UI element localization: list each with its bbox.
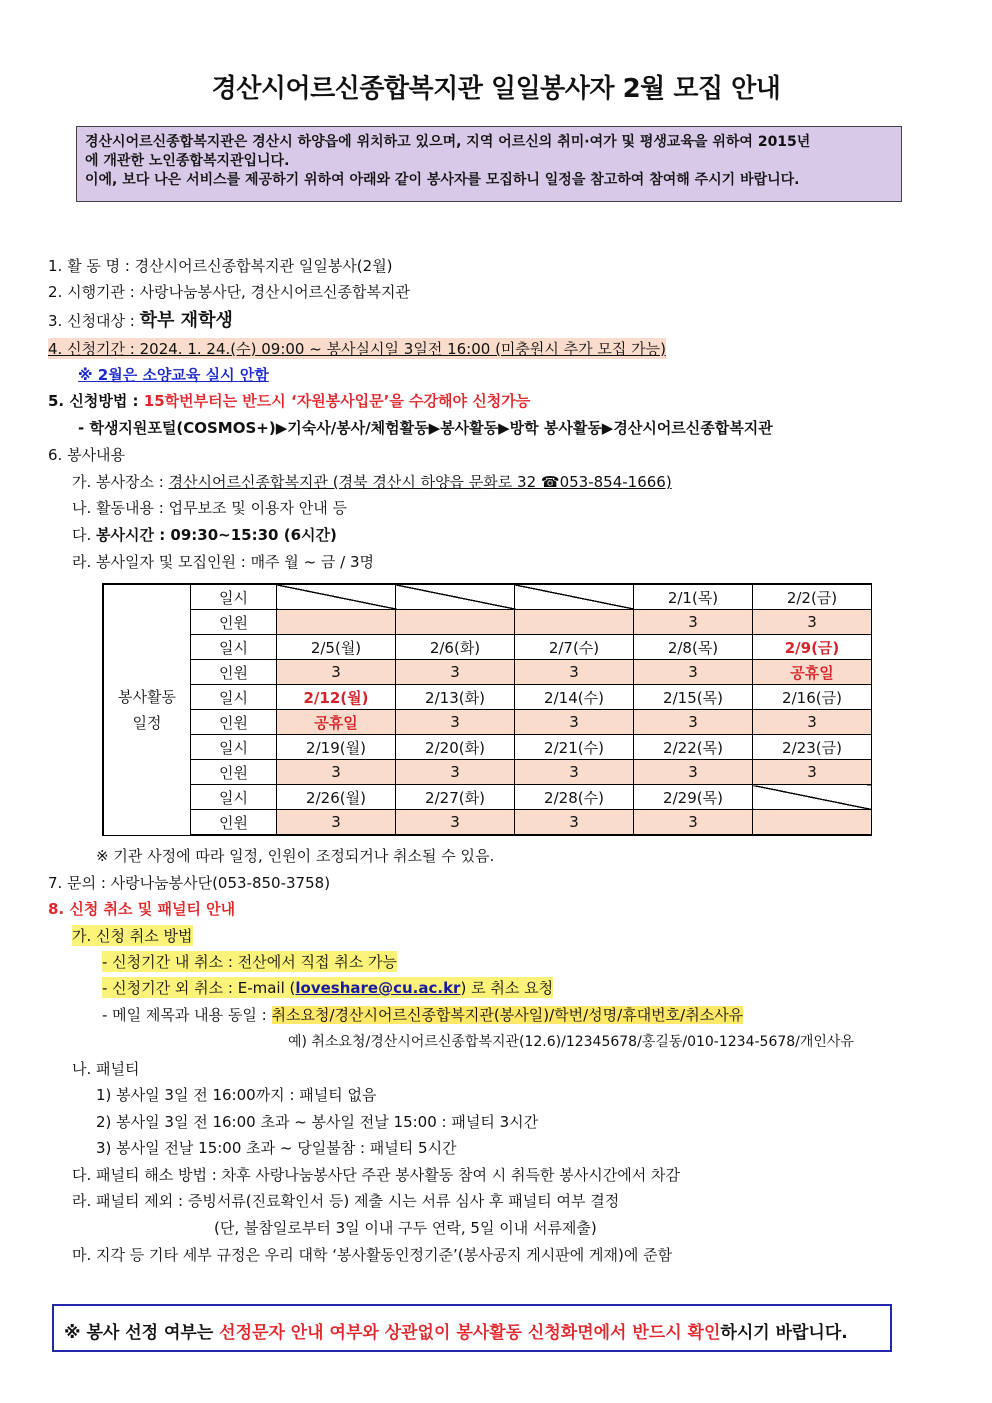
table-row <box>103 785 872 810</box>
schedule-cell: 2/9(금) <box>753 635 872 660</box>
schedule-cell: 3 <box>396 660 515 685</box>
schedule-cell: 2/27(화) <box>396 785 515 810</box>
schedule-cell <box>277 610 396 635</box>
cancel-within-period: - 신청기간 내 취소 : 전산에서 직접 취소 가능 <box>102 953 397 971</box>
schedule-cell: 2/16(금) <box>753 685 872 710</box>
intro-box <box>76 126 902 202</box>
schedule-cell: 공휴일 <box>753 660 872 685</box>
schedule-cell: 2/7(수) <box>515 635 634 660</box>
row-label: 인원 <box>191 610 277 635</box>
item-dates: 라. 봉사일자 및 모집인원 : 매주 월 ~ 금 / 3명 <box>72 553 375 571</box>
item-hours-value: 봉사시간 : 09:30~15:30 (6시간) <box>96 526 337 544</box>
item-period-note: ※ 2월은 소양교육 실시 안함 <box>78 366 269 384</box>
schedule-cell: 3 <box>396 810 515 836</box>
schedule-cell: 2/8(목) <box>634 635 753 660</box>
notice-pre: ※ 봉사 선정 여부는 <box>64 1323 220 1343</box>
item-organizer: 2. 시행기관 : 사랑나눔봉사단, 경산시어르신종합복지관 <box>48 283 410 301</box>
item-place-label: 가. 봉사장소 : <box>72 473 169 491</box>
cancel-outside-pre: - 신청기간 외 취소 : E-mail ( <box>102 979 296 997</box>
cancel-method-heading: 가. 신청 취소 방법 <box>72 927 193 945</box>
item-method-label: 5. 신청방법 : <box>48 392 144 410</box>
table-note: ※ 기관 사정에 따라 일정, 인원이 조정되거나 취소될 수 있음. <box>96 847 495 865</box>
table-row <box>103 735 872 760</box>
schedule-cell <box>396 584 515 610</box>
table-row <box>103 660 872 685</box>
notice-red: 선정문자 안내 여부와 상관없이 봉사활동 신청화면에서 반드시 확인 <box>219 1323 721 1343</box>
intro-line-3: 이에, 보다 나은 서비스를 제공하기 위하여 아래와 같이 봉사자를 모집하니 일정을 참고하여 참여해 주시기 바랍니다. <box>85 172 800 188</box>
schedule-cell <box>396 610 515 635</box>
schedule-cell: 2/13(화) <box>396 685 515 710</box>
schedule-cell: 2/20(화) <box>396 735 515 760</box>
row-label: 일시 <box>191 635 277 660</box>
schedule-cell: 3 <box>634 660 753 685</box>
intro-line-2: 에 개관한 노인종합복지관입니다. <box>85 153 290 169</box>
row-label: 인원 <box>191 760 277 785</box>
notice-post: 하시기 바랍니다. <box>720 1323 848 1343</box>
item-method <box>48 390 530 411</box>
schedule-group-label <box>103 584 191 835</box>
schedule-cell: 3 <box>515 710 634 735</box>
schedule-cell: 3 <box>753 710 872 735</box>
schedule-cell: 2/23(금) <box>753 735 872 760</box>
penalty-resolve: 다. 패널티 해소 방법 : 차후 사랑나눔봉사단 주관 봉사활동 참여 시 취득한 봉사시간에서 차감 <box>72 1166 680 1184</box>
schedule-cell: 3 <box>515 760 634 785</box>
schedule-cell: 2/22(목) <box>634 735 753 760</box>
item-place-value: 경산시어르신종합복지관 (경북 경산시 하양읍 문화로 32 ☎053-854-1666) <box>168 473 672 491</box>
schedule-cell: 3 <box>634 760 753 785</box>
schedule-cell: 2/1(목) <box>634 584 753 610</box>
penalty-rule-3: 3) 봉사일 전날 15:00 초과 ~ 당일불참 : 패널티 5시간 <box>96 1139 457 1157</box>
schedule-cell <box>753 810 872 836</box>
penalty-exception-note: (단, 불참일로부터 3일 이내 구두 연락, 5일 이내 서류제출) <box>214 1219 597 1237</box>
table-row <box>103 760 872 785</box>
cancel-outside-post: ) 로 취소 요청 <box>460 979 554 997</box>
item-hours-label: 다. <box>72 526 97 544</box>
schedule-cell: 2/19(월) <box>277 735 396 760</box>
schedule-cell: 2/5(월) <box>277 635 396 660</box>
row-label: 인원 <box>191 660 277 685</box>
schedule-cell <box>277 584 396 610</box>
row-label: 인원 <box>191 710 277 735</box>
schedule-cell: 2/15(목) <box>634 685 753 710</box>
schedule-cell: 3 <box>753 760 872 785</box>
page-title: 경산시어르신종합복지관 일일봉사자 2월 모집 안내 <box>211 74 781 104</box>
table-row <box>103 610 872 635</box>
cancel-mail-example: 예) 취소요청/경산시어르신종합복지관(12.6)/12345678/홍길동/010-1234-5678/개인사유 <box>288 1034 854 1050</box>
item-cancel-heading: 8. 신청 취소 및 패널티 안내 <box>48 900 236 918</box>
other-rules: 마. 지각 등 기타 세부 규정은 우리 대학 ‘봉사활동인정기준’(봉사공지 게시판에 게재)에 준함 <box>72 1246 673 1264</box>
penalty-rule-2: 2) 봉사일 3일 전 16:00 초과 ~ 봉사일 전날 15:00 : 패널티 3시간 <box>96 1113 539 1131</box>
schedule-cell: 3 <box>277 810 396 836</box>
table-row <box>103 685 872 710</box>
item-hours <box>72 524 337 545</box>
item-content: 6. 봉사내용 <box>48 446 126 464</box>
row-label: 일시 <box>191 785 277 810</box>
schedule-cell: 2/12(월) <box>277 685 396 710</box>
row-label: 일시 <box>191 685 277 710</box>
table-row <box>103 810 872 836</box>
item-target-label: 3. 신청대상 : <box>48 312 140 330</box>
cancel-mail-format-label: - 메일 제목과 내용 동일 : <box>102 1006 272 1024</box>
schedule-table <box>102 583 872 836</box>
schedule-cell: 3 <box>634 810 753 836</box>
cancel-outside-period <box>102 977 553 998</box>
schedule-cell: 공휴일 <box>277 710 396 735</box>
schedule-cell: 3 <box>277 660 396 685</box>
schedule-cell: 3 <box>634 610 753 635</box>
penalty-exception: 라. 패널티 제외 : 증빙서류(진료확인서 등) 제출 시는 서류 심사 후 패널티 여부 결정 <box>72 1192 620 1210</box>
item-contact: 7. 문의 : 사랑나눔봉사단(053-850-3758) <box>48 874 331 892</box>
schedule-cell <box>515 584 634 610</box>
schedule-cell: 2/6(화) <box>396 635 515 660</box>
schedule-cell: 3 <box>277 760 396 785</box>
penalty-heading: 나. 패널티 <box>72 1060 140 1078</box>
row-label: 일시 <box>191 584 277 610</box>
group-label-line-1: 봉사활동 <box>118 687 176 706</box>
item-work: 나. 활동내용 : 업무보조 및 이용자 안내 등 <box>72 499 348 517</box>
schedule-cell <box>515 610 634 635</box>
group-label-line-2: 일정 <box>132 713 162 732</box>
row-label: 인원 <box>191 810 277 836</box>
cancel-mail-format <box>102 1004 743 1025</box>
schedule-cell: 3 <box>753 610 872 635</box>
item-period: 4. 신청기간 : 2024. 1. 24.(수) 09:00 ~ 봉사실시일 3일전 16:00 (미충원시 추가 모집 가능) <box>48 340 666 358</box>
table-row <box>103 584 872 610</box>
schedule-cell: 3 <box>515 810 634 836</box>
schedule-cell: 3 <box>634 710 753 735</box>
schedule-cell: 2/29(목) <box>634 785 753 810</box>
schedule-cell: 3 <box>515 660 634 685</box>
schedule-cell: 3 <box>396 710 515 735</box>
cancel-mail-format-value: 취소요청/경산시어르신종합복지관(봉사일)/학번/성명/휴대번호/취소사유 <box>271 1006 744 1024</box>
intro-line-1: 경산시어르신종합복지관은 경산시 하양읍에 위치하고 있으며, 지역 어르신의 취미·여가 및 평생교육을 위하여 2015년 <box>85 134 811 150</box>
cancel-email-link[interactable]: loveshare@cu.ac.kr <box>295 979 461 997</box>
schedule-cell: 2/2(금) <box>753 584 872 610</box>
schedule-cell: 2/14(수) <box>515 685 634 710</box>
penalty-rule-1: 1) 봉사일 3일 전 16:00까지 : 패널티 없음 <box>96 1086 377 1104</box>
row-label: 일시 <box>191 735 277 760</box>
schedule-cell: 3 <box>396 760 515 785</box>
item-target <box>48 306 233 332</box>
item-target-value: 학부 재학생 <box>139 310 233 331</box>
table-row <box>103 710 872 735</box>
schedule-cell: 2/28(수) <box>515 785 634 810</box>
item-method-value: 15학번부터는 반드시 ‘자원봉사입문’을 수강해야 신청가능 <box>143 392 531 410</box>
schedule-cell: 2/26(월) <box>277 785 396 810</box>
schedule-cell <box>753 785 872 810</box>
table-row <box>103 635 872 660</box>
item-activity-name: 1. 활 동 명 : 경산시어르신종합복지관 일일봉사(2월) <box>48 257 393 275</box>
item-method-path: - 학생지원포털(COSMOS+)▶기숙사/봉사/체험활동▶봉사활동▶방학 봉사활동▶경산시어르신종합복지관 <box>78 419 773 437</box>
schedule-cell: 2/21(수) <box>515 735 634 760</box>
selection-notice <box>52 1304 892 1352</box>
item-place <box>72 471 672 492</box>
